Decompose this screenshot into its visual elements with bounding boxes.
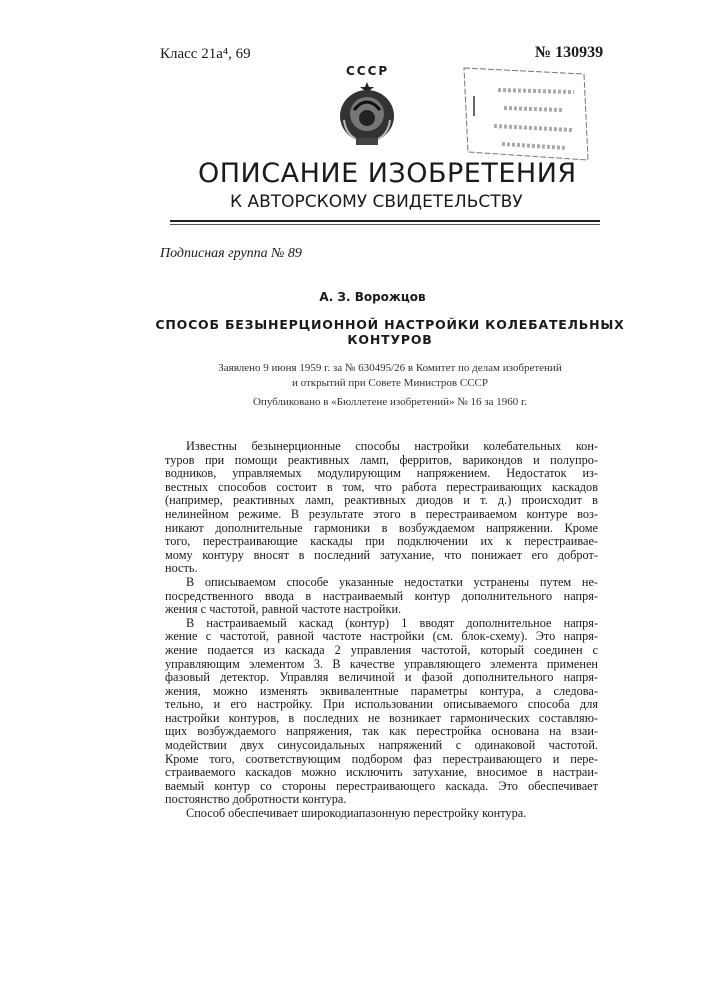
description-body bbox=[165, 440, 598, 821]
body-text-line: щих возбуждаемого напряжения, так как перестройка основана на взаи- bbox=[165, 725, 598, 739]
invention-title-line: КОНТУРОВ bbox=[150, 332, 630, 347]
publication-info: Опубликовано в «Бюллетене изобретений» № 16 за 1960 г. bbox=[150, 396, 630, 408]
body-text-line: жения, можно изменять эквивалентные параметры контура, а следова- bbox=[165, 685, 598, 699]
body-text-line: Кроме того, соответствующим подбором фаз перестраивающего и пере- bbox=[165, 753, 598, 767]
author: А. З. Ворожцов bbox=[0, 290, 707, 304]
body-text-line: туров при помощи реактивных ламп, ферритов, варикондов и полупро- bbox=[165, 454, 598, 468]
body-text-line: ваемый контур со стороны перестраивающего каскада. Это обеспечивает bbox=[165, 780, 598, 794]
body-text-line: В настраиваемый каскад (контур) 1 вводят дополнительное напря- bbox=[165, 617, 598, 631]
body-text-line: модействии двух синусоидальных напряжений с одинаковой частотой. bbox=[165, 739, 598, 753]
body-text-line: нелинейном режиме. В результате этого в перестраиваемом контуре воз- bbox=[165, 508, 598, 522]
body-text-line: страиваемого каскадов можно исключить затухание, вносимое в настраи- bbox=[165, 766, 598, 780]
document-type-title: ОПИСАНИЕ ИЗОБРЕТЕНИЯ bbox=[198, 158, 577, 189]
body-text-line: фазовый детектор. Управляя величиной и фазой дополнительного напря- bbox=[165, 671, 598, 685]
filing-line: Заявлено 9 июня 1959 г. за № 630495/26 в Комитет по делам изобретений bbox=[150, 361, 630, 376]
body-text-line: жение с частотой, равной частоте настройки (см. блок-схему). Это напря- bbox=[165, 630, 598, 644]
body-text-line: В описываемом способе указанные недостатки устранены путем не- bbox=[165, 576, 598, 590]
filing-info bbox=[150, 361, 630, 391]
body-text-line: водников, управляемых модулирующим напряжением. Недостаток из- bbox=[165, 467, 598, 481]
body-text-line: того, перестраивающие каскады при подключении их к перестраивае- bbox=[165, 535, 598, 549]
body-text-line: управляющим элементом 3. В качестве управляющего элемента применен bbox=[165, 658, 598, 672]
subscription-group: Подписная группа № 89 bbox=[160, 246, 302, 262]
body-text-line: никают дополнительные гармоники в возбуждаемом напряжении. Кроме bbox=[165, 522, 598, 536]
body-text-line: тельно, и его настройку. При использовании описываемого способа для bbox=[165, 698, 598, 712]
divider bbox=[170, 224, 600, 225]
country-label: СССР bbox=[346, 64, 389, 78]
body-text-line: мому контуру вносят в последний затухание, что понижает его доброт- bbox=[165, 549, 598, 563]
divider bbox=[170, 220, 600, 222]
invention-title bbox=[150, 317, 630, 347]
body-text-line: настройки контуров, в последних не возникает гармонических составляю- bbox=[165, 712, 598, 726]
invention-title-line: СПОСОБ БЕЗЫНЕРЦИОННОЙ НАСТРОЙКИ КОЛЕБАТЕЛЬНЫХ bbox=[150, 317, 630, 332]
body-text-line: (например, реактивных ламп, реактивных диодов и т. д.) происходит в bbox=[165, 494, 598, 508]
patent-class: Класс 21a⁴, 69 bbox=[160, 46, 251, 63]
body-text-line: Известны безынерционные способы настройки колебательных кон- bbox=[165, 440, 598, 454]
patent-number: № 130939 bbox=[535, 44, 603, 62]
library-stamp bbox=[462, 66, 590, 162]
body-text-line: жение подается из каскада 2 управления частотой, который соединен с bbox=[165, 644, 598, 658]
body-text-line: жения с частотой, равной частоте настройки. bbox=[165, 603, 598, 617]
body-text-line: вестных способов состоит в том, что работа перестраивающих каскадов bbox=[165, 481, 598, 495]
body-text-line: постоянство добротности контура. bbox=[165, 793, 598, 807]
body-text-line: Способ обеспечивает широкодиапазонную перестройку контура. bbox=[165, 807, 598, 821]
body-text-line: посредственного ввода в настраиваемый контур дополнительного напря- bbox=[165, 590, 598, 604]
ussr-emblem-icon bbox=[336, 80, 398, 152]
filing-line: и открытий при Совете Министров СССР bbox=[150, 376, 630, 391]
body-text-line: ность. bbox=[165, 562, 598, 576]
document-subtitle: К АВТОРСКОМУ СВИДЕТЕЛЬСТВУ bbox=[230, 192, 523, 212]
